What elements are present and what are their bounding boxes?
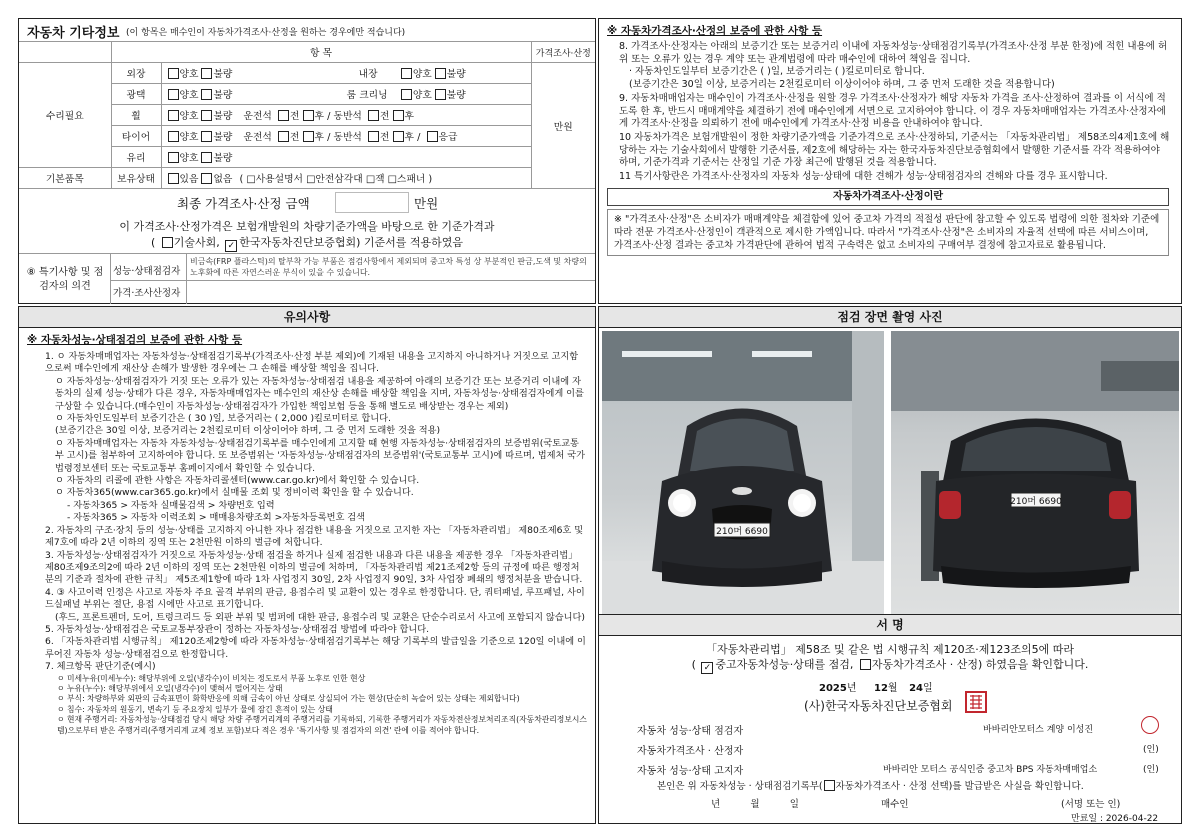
repair-table: [19, 41, 595, 189]
checker-label: 자동차 성능·상태 점검자: [637, 726, 744, 737]
checkbox[interactable]: [435, 89, 446, 100]
rear-plate-text: 210머 6690: [1010, 497, 1062, 507]
note-1e: ㅇ 자동차매매업자는 자동차 자동차성능·상태점검기록부를 매수인에게 고지할 때 현행 자동차성능·상태점검자의 보증범위(국토교통부 고시)를 첨부하여 고지하여야 합니다. 또 보증범위는 '자동차성능·상태점검자의 보증범위'(국토교통부 고시)에 따르며, 법제처 국가법령정보센터 또는 국토교통부 홈페이지에서 확인할 수 있습니다.: [55, 437, 585, 474]
checkbox[interactable]: [162, 237, 173, 248]
checkbox[interactable]: [201, 110, 212, 121]
checker-seal: [1141, 716, 1159, 734]
checkbox[interactable]: [168, 152, 179, 163]
note-7b: ㅇ 누유(누수): 해당부위에서 오일(냉각수)이 맺혀서 떨어지는 상태: [57, 683, 283, 693]
note-1b: ㅇ 자동차성능·상태점검자가 거짓 또는 오류가 있는 자동차성능·상태점검 내용을 제공하여 아래의 보증기간 또는 보증거리 이내에 자동차의 실제 성능·상태가 다른 경우, 자동차매매업자는 매수인의 재산상 손해를 배상할 책임을 지며, 자동차성능·상태점검자에게 이를 구상할 수 있습니다.(매수인이 자동차성능·상태점검자가 가입한 책임보험 등을 통해 별도로 배상받는 경우는 제외): [55, 375, 584, 412]
checkbox[interactable]: [201, 89, 212, 100]
row-tire-options: 양호 불량 운전석 전 후 / 동반석 전 후 / 응급: [161, 126, 531, 147]
notifier-label: 자동차 성능·상태 고지자: [637, 766, 744, 777]
row-room-clean-label: 룸 크리닝: [346, 90, 388, 101]
notifier-seal-mark: (인): [1143, 765, 1159, 775]
checkbox[interactable]: [401, 89, 412, 100]
final-price-input[interactable]: [335, 192, 409, 213]
definition-text: ※ "가격조사·산정"은 소비자가 매매계약을 체결함에 있어 중고차 가격의 적절성 판단에 참고할 수 있도록 법령에 의한 절차와 기준에 따라 전문 가격조사·산정인이 객관적으로 제시한 가액입니다. 따라서 "가격조사·산정"은 소비자의 자율적 선택에 따른 서비스이며, 가격조사·산정 결과는 중고차 가격판단에 관하여 법적 구속력은 없고 소비자의 구매여부 결정에 참고자료로 활용됩니다.: [607, 209, 1169, 256]
notes-header: 유의사항: [19, 307, 595, 328]
note-2: 2. 자동차의 구조·장치 등의 성능·상태를 고지하지 아니한 자나 점검한 내용을 거짓으로 고지한 자는 「자동차관리법」 제80조제6호 및 제7호에 따라 2년 이하의 징역 또는 2천만원 이하의 벌금에 처합니다.: [45, 524, 584, 549]
checkbox[interactable]: [401, 68, 412, 79]
price-checker-seal-mark: (인): [1143, 745, 1159, 755]
note-3: 3. 자동차성능·상태점검자가 거짓으로 자동차성능·상태 점검을 하거나 실제 점검한 내용과 다른 내용을 제공한 경우 「자동차관리법」 제80조제9조의2에 따라 2년 이하의 징역 또는 2천만원 이하의 벌금에 처하며, 「자동차관리법 제21조제2항 등의 규정에 따른 행정처분의 기준과 절차에 관한 규칙」 제5조제1항에 따라 1차 사업정지 30일, 2차 사업정지 90일, 3차 사업장 폐쇄의 행정처분을 받습니다.: [45, 549, 583, 586]
note-1d: (보증기간은 30일 이상, 보증거리는 2천킬로미터 이상이어야 하며, 그 중 먼저 도래한 것을 적용): [55, 425, 441, 437]
row-interior-label: 내장: [358, 69, 378, 80]
other-info-header: [19, 19, 595, 42]
row-gloss-label: 광택: [111, 84, 161, 105]
note-7c: ㅇ 부식: 차량하부와 외판의 금속표면이 화학반응에 의해 금속이 아닌 상태로 상실되어 가는 현상(단순히 녹슬어 있는 상태는 제외합니다): [57, 694, 520, 704]
buyer-date: 년 월 일: [711, 799, 799, 810]
checkbox[interactable]: [393, 110, 404, 121]
buyer-confirm: 본인은 위 자동차성능 · 상태점검기록부( 자동차가격조사 · 산정 선택)를 발급받은 사실을 확인합니다.: [657, 781, 1084, 792]
checkbox[interactable]: [278, 131, 289, 142]
checkbox[interactable]: [393, 131, 404, 142]
notifier-name: 바바리안 모터스 공식인증 중고차 BPS 자동차매매업소: [883, 765, 1098, 775]
row-glass-options: 양호 불량: [161, 147, 531, 168]
row-glass-label: 유리: [111, 147, 161, 168]
checkbox-checked[interactable]: ✓: [225, 240, 237, 252]
perf-checker-label: 성능·상태점검자: [113, 266, 181, 277]
note-1i: - 자동차365 > 자동차 이력조회 > 매매용차량조회 >자동차등록번호 검색: [67, 512, 366, 524]
item-8: 8. 가격조사·산정자는 아래의 보증기간 또는 보증거리 이내에 자동차성능·상태점검기록부(가격조사·산정 부분 한정)에 적힌 내용에 허위 또는 오류가 있는 경우 계약 또는 관계법령에 따라 매수인에 대하여 책임을 집니다.: [619, 41, 1168, 65]
checkbox[interactable]: [168, 68, 179, 79]
front-car-photo: [602, 331, 884, 627]
final-price-label: 최종 가격조사·산정 금액: [177, 196, 310, 211]
vehicle-other-info-panel: [18, 18, 596, 304]
notes-panel: [18, 306, 596, 824]
repair-label: 수리필요: [19, 63, 111, 168]
note-1a: 1. ㅇ 자동차매매업자는 자동차성능·상태점검기록부(가격조사·산정 부분 제외)에 기재된 내용을 고지하지 아니하거나 거짓으로 고지함으로써 매수인에게 재산상 손해가 발생한 경우에는 그 손해를 배상할 책임을 집니다.: [45, 351, 579, 375]
basis-line-2: ( 기술사회, ✓ 한국자동차진단보증협회) 기준서를 적용하였음: [150, 236, 464, 251]
note-1f: ㅇ 자동차의 리콜에 관한 사항은 자동차리콜센터(www.car.go.kr)에서 확인할 수 있습니다.: [55, 475, 420, 487]
checkbox[interactable]: [278, 110, 289, 121]
note-1h: - 자동차365 > 자동차 실매물검색 > 차량번호 입력: [67, 499, 275, 511]
photos-panel: [598, 306, 1182, 628]
item-8c: (보증기간은 30일 이상, 보증거리는 2천킬로미터 이상이어야 하며, 그 중 먼저 도래한 것을 적용합니다): [629, 79, 1055, 91]
basic-items-options: 있음 없음 ( □사용설명서 □안전삼각대 □잭 □스패너 ): [161, 168, 531, 189]
note-6: 6. 「자동차관리법 시행규칙」 제120조제2항에 따라 자동차성능·상태점검기록부는 해당 기록부의 발급일을 기준으로 120일 이내에 이루어진 자동차 성능·상태점검으로 한정합니다.: [45, 636, 586, 660]
price-checker-label: 가격·조사산정자: [113, 288, 181, 299]
checkbox[interactable]: [168, 89, 179, 100]
price-guarantee-title: ※ 자동차가격조사·산정의 보증에 관한 사항 등: [607, 25, 823, 37]
checkbox[interactable]: [303, 110, 314, 121]
signature-date: 2025년 12월 24일: [819, 683, 933, 694]
row-exterior-label: 외장: [111, 63, 161, 84]
rear-car-photo: [891, 331, 1179, 627]
note-4: 4. ③ 사고이력 인정은 사고로 자동차 주요 골격 부위의 판금, 용접수리 및 교환이 있는 경우로 한정합니다. 단, 쿼터패널, 루프패널, 사이드실패널 부위는 절단, 용접 시에만 사고로 표기합니다.: [45, 586, 585, 611]
special-notes-section: [19, 253, 595, 304]
checkbox[interactable]: [368, 131, 379, 142]
price-unit: 만원: [531, 63, 595, 189]
checkbox[interactable]: [824, 780, 835, 791]
photos-header: 점검 장면 촬영 사진: [599, 307, 1181, 328]
item-10: 10 자동차가격은 보험개발원이 정한 차량기준가액을 기준가격으로 조사·산정하되, 기준서는 「자동차관리법」 제58조의4제1호에 해당하는 자는 기술사회에서 발행한 기준서를, 제2호에 해당하는 자는 한국자동차진단보증협회에서 발행한 기준서를 각각 적용하여야 하며, 기준가격과 기준서는 산정일 기준 가장 최근에 발행된 것을 적용합니다.: [619, 131, 1170, 169]
item-9: 9. 자동차매매업자는 매수인이 가격조사·산정을 원할 경우 가격조사·산정자가 해당 자동차 가격을 조사·산정하여 결과를 이 서식에 적도록 한 후, 반드시 매매계약을 체결하기 전에 매수인에게 서면으로 고지하여야 합니다. 이 경우 자동차매매업자는 가격조사·산정자에게 가격조사·산정을 의뢰하기 전에 매수인에게 가격조사·산정 비용을 안내하여야 합니다.: [619, 92, 1166, 130]
checkbox[interactable]: [427, 131, 438, 142]
checkbox[interactable]: [168, 131, 179, 142]
checkbox[interactable]: [201, 173, 212, 184]
front-car-illustration: [602, 331, 884, 627]
checkbox[interactable]: [168, 110, 179, 121]
item-11: 11 특기사항란은 가격조사·산정자의 자동차 성능·상태에 대한 견해가 성능·상태점검자의 견해와 다를 경우 표시합니다.: [619, 171, 1108, 183]
note-7a: ㅇ 미세누유(미세누수): 해당부위에 오일(냉각수)이 비치는 정도로서 부품 노후로 인한 현상: [57, 673, 366, 683]
checkbox[interactable]: [303, 131, 314, 142]
checkbox[interactable]: [201, 131, 212, 142]
checkbox[interactable]: [201, 152, 212, 163]
own-status-label: 보유상태: [111, 168, 161, 189]
price-guarantee-panel: [598, 18, 1182, 304]
buyer-sign: (서명 또는 인): [1061, 799, 1121, 810]
note-5: 5. 자동차성능·상태점검은 국토교통부장관이 정하는 자동차성능·상태점검 방법에 따라야 합니다.: [45, 623, 430, 635]
checker-name: 바바리안모터스 계양 이성진: [983, 725, 1094, 735]
organization-name: (사)한국자동차진단보증협회: [804, 699, 953, 713]
checkbox[interactable]: [168, 173, 179, 184]
note-1c: ㅇ 자동차인도일부터 보증기간은 ( 30 )일, 보증거리는 ( 2,000 )킬로미터로 합니다.: [55, 413, 391, 425]
front-plate-text: 210머 6690: [716, 527, 768, 537]
price-checker-sign-label: 자동차가격조사 · 산정자: [637, 746, 744, 757]
note-4b: (후드, 프론트펜더, 도어, 트렁크리드 등 외판 부위 및 범퍼에 대한 판금, 용접수리 및 교환은 단순수리로서 사고에 포함되지 않습니다): [55, 611, 586, 623]
signature-line-1: 「자동차관리법」 제58조 및 같은 법 시행규칙 제120조·제123조의5에 따라: [706, 643, 1074, 656]
signature-header: 서 명: [599, 615, 1181, 636]
signature-line-2: ( ✓ 중고자동차성능·상태를 점검, 자동차가격조사 · 산정) 하였음을 확인합니다.: [691, 658, 1089, 673]
perf-checker-note: 비금속(FRP 플라스틱)의 탈부착 가능 부품은 점검사항에서 제외되며 중고차 특성 상 부분적인 판금,도색 및 차량의 노후화에 따른 자연스러운 부식이 있을 수 있습니다.: [190, 257, 587, 277]
note-1g: ㅇ 자동차365(www.car365.go.kr)에서 실매물 조회 및 정비이력 확인을 할 수 있습니다.: [55, 487, 414, 499]
checkbox[interactable]: [860, 659, 871, 670]
checkbox[interactable]: [201, 68, 212, 79]
basic-items-label: 기본품목: [19, 168, 111, 189]
note-7e: ㅇ 현재 주행거리: 자동차성능·상태점검 당시 해당 차량 주행거리계의 주행거리를 기록하되, 기록한 주행거리가 자동차전산정보처리조직(자동차관리정보시스템)으로부터 받은 주행거리(주행거리계 교체 정보 포함)보다 적은 경우 '특기사항 및 점검자의 의견' 란에 이를 적어야 합니다.: [57, 715, 587, 735]
other-info-title: 자동차 기타정보: [27, 26, 120, 41]
row-wheel-label: 휠: [111, 105, 161, 126]
col-item-header: 항 목: [111, 42, 531, 63]
notes-title: ※ 자동차성능·상태점검의 보증에 관한 사항 등: [27, 334, 243, 346]
official-seal: [965, 691, 987, 713]
item-8b: · 자동차인도일부터 보증기간은 ( )일, 보증거리는 ( )킬로미터로 합니다.: [629, 66, 925, 78]
row-gloss-options: 양호 불량 룸 크리닝 양호 불량: [161, 84, 531, 105]
row-exterior-options: 양호 불량 내장 양호 불량: [161, 63, 531, 84]
buyer-label: 매수인: [881, 799, 909, 810]
basis-line-1: 이 가격조사·산정가격은 보험개발원의 차량기준가액을 바탕으로 한 기준가격과: [119, 220, 495, 233]
note-7d: ㅇ 침수: 자동차의 원동기, 변속기 등 주요장치 일부가 물에 잠긴 흔적이 있는 상태: [57, 704, 333, 714]
checkbox[interactable]: [368, 110, 379, 121]
row-tire-label: 타이어: [111, 126, 161, 147]
other-info-subtitle: (이 항목은 매수인이 자동차가격조사·산정을 원하는 경우에만 적습니다): [126, 28, 406, 38]
row-wheel-options: 양호 불량 운전석 전 후 / 동반석 전 후: [161, 105, 531, 126]
final-price-unit: 만원: [414, 196, 439, 211]
expiry-date: 만료일 : 2026-04-22: [1071, 814, 1159, 824]
checkbox-checked[interactable]: ✓: [701, 662, 713, 674]
checkbox[interactable]: [435, 68, 446, 79]
final-price-row: [19, 189, 595, 215]
definition-title: 자동차가격조사·산정이란: [607, 188, 1169, 206]
col-price-header: 가격조사·산정: [531, 42, 595, 63]
signature-panel: [598, 614, 1182, 824]
note-7: 7. 체크항목 판단기준(예시): [45, 661, 156, 673]
special-notes-label: ⑧ 특기사항 및 점검자의 의견: [26, 267, 104, 292]
rear-car-illustration: [891, 331, 1179, 627]
